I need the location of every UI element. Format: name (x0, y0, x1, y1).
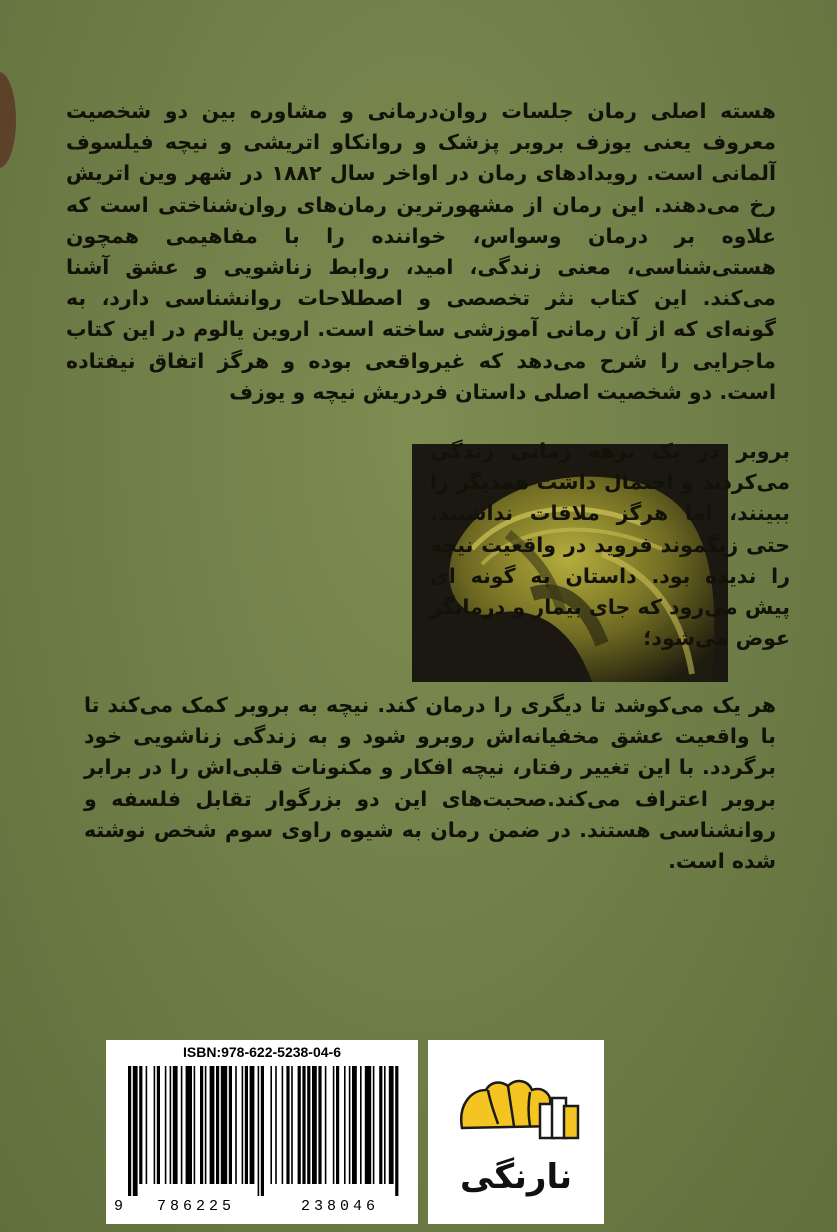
barcode-bar (154, 1066, 156, 1184)
description-paragraph-side: بروبر در یک برهه زمانی زندگی می‌کردند و احتمال داشت همدیگر را ببینند، اما هرگز ملاقات نداشتند. حتی زیگموند فروید در واقعیت نیچه را ندیده بود. داستان به گونه ای پیش می‌رود که جای بیمار و درمانگر عوض می‌شود؛ (430, 439, 790, 651)
barcode-bar (379, 1066, 382, 1184)
barcode-bar (302, 1066, 305, 1184)
barcode-bar (250, 1066, 255, 1184)
barcode-bar (200, 1066, 203, 1184)
isbn-barcode-panel (106, 1040, 418, 1224)
barcode-bar (194, 1066, 196, 1184)
barcode-bar (349, 1066, 351, 1184)
barcode-bar (133, 1066, 138, 1196)
description-paragraph-top: هسته اصلی رمان جلسات روان‌درمانی و مشاوره بین دو شخصیت معروف یعنی یوزف بروبر پزشک و روانکاو اتریشی و نیچه فیلسوف آلمانی است. رویدادهای رمان در اواخر سال ۱۸۸۲ در شهر وین اتریش رخ می‌دهند. این رمان از مشهورترین رمان‌های روان‌شناختی است که علاوه بر درمان وسواس، خواننده را با مفاهیمی همچون هستی‌شناسی، معنی زندگی، امید، روابط زناشویی و عشق آشنا می‌کند. این کتاب نثر تخصصی و اصطلاحات روانشناسی دارد، به گونه‌ای که از آن رمانی آموزشی ساخته است. اروین یالوم در این کتاب ماجرایی را شرح می‌دهد که غیرواقعی بوده و هرگز اتفاق نیفتاده است. دو شخصیت اصلی داستان فردریش نیچه و یوزف (66, 99, 777, 404)
barcode-bar (389, 1066, 394, 1184)
barcode-bar (318, 1066, 321, 1184)
barcode-bar (165, 1066, 167, 1184)
barcode-bar (216, 1066, 219, 1184)
barcode-bar (173, 1066, 178, 1184)
barcode-bar (325, 1066, 327, 1184)
barcode-bar (373, 1066, 375, 1184)
barcode-bar (261, 1066, 264, 1196)
cover-edge-mark (0, 72, 16, 168)
isbn-number: ISBN:978-622-5238-04-6 (183, 1044, 341, 1060)
barcode-bar (282, 1066, 284, 1184)
barcode-bar (229, 1066, 232, 1184)
barcode-bar (146, 1066, 148, 1184)
barcode-bar (139, 1066, 142, 1184)
description-paragraph-bottom: هر یک می‌کوشد تا دیگری را درمان کند. نیچه به بروبر کمک می‌کند تا با واقعیت عشق مخفیانه‌اش روبرو شود و به زندگی زناشویی خود برگردد. با این تغییر رفتار، نیچه افکار و مکنونات قلبی‌اش را در برابر بروبر اعتراف می‌کند.صحبت‌های این دو بزرگوار تقابل فلسفه و روانشناسی هستند. در ضمن رمان به شیوه راوی سوم شخص نوشته شده است. (84, 693, 776, 874)
barcode-bar (181, 1066, 183, 1184)
publisher-logo-panel (428, 1040, 604, 1224)
barcode-bar (352, 1066, 357, 1184)
barcode-bar (245, 1066, 248, 1184)
barcode-bar (298, 1066, 301, 1184)
barcode-bar (333, 1066, 335, 1184)
barcode-bar (221, 1066, 227, 1184)
barcode-right-digits: 238046 (300, 1198, 379, 1215)
barcode-first-digit: 9 (114, 1198, 124, 1215)
barcode-bar (128, 1066, 131, 1196)
barcode-bar (242, 1066, 244, 1184)
barcode-bar (157, 1066, 160, 1184)
barcode-left-digits: 786225 (156, 1198, 235, 1215)
barcode-bar (186, 1066, 192, 1184)
barcode-bar (312, 1066, 317, 1184)
barcode-bar (291, 1066, 293, 1184)
barcode-bar (205, 1066, 207, 1184)
barcode-bar (275, 1066, 277, 1184)
publisher-logo-icon (428, 1040, 604, 1224)
barcode-bar (170, 1066, 172, 1184)
barcode-bar (286, 1066, 289, 1184)
barcode-bar (395, 1066, 398, 1196)
barcode-bar (270, 1066, 272, 1184)
barcode-bars (114, 1066, 410, 1196)
barcode-bar (344, 1066, 346, 1184)
barcode-bar (384, 1066, 386, 1184)
barcode-bar (210, 1066, 215, 1184)
barcode-bar (307, 1066, 310, 1184)
barcode-bar (235, 1066, 237, 1184)
barcode-bar (365, 1066, 371, 1184)
barcode-bar (336, 1066, 339, 1184)
barcode-bar (360, 1066, 362, 1184)
publisher-logo-text: نارنگی (459, 1157, 573, 1197)
barcode-bar (258, 1066, 260, 1196)
